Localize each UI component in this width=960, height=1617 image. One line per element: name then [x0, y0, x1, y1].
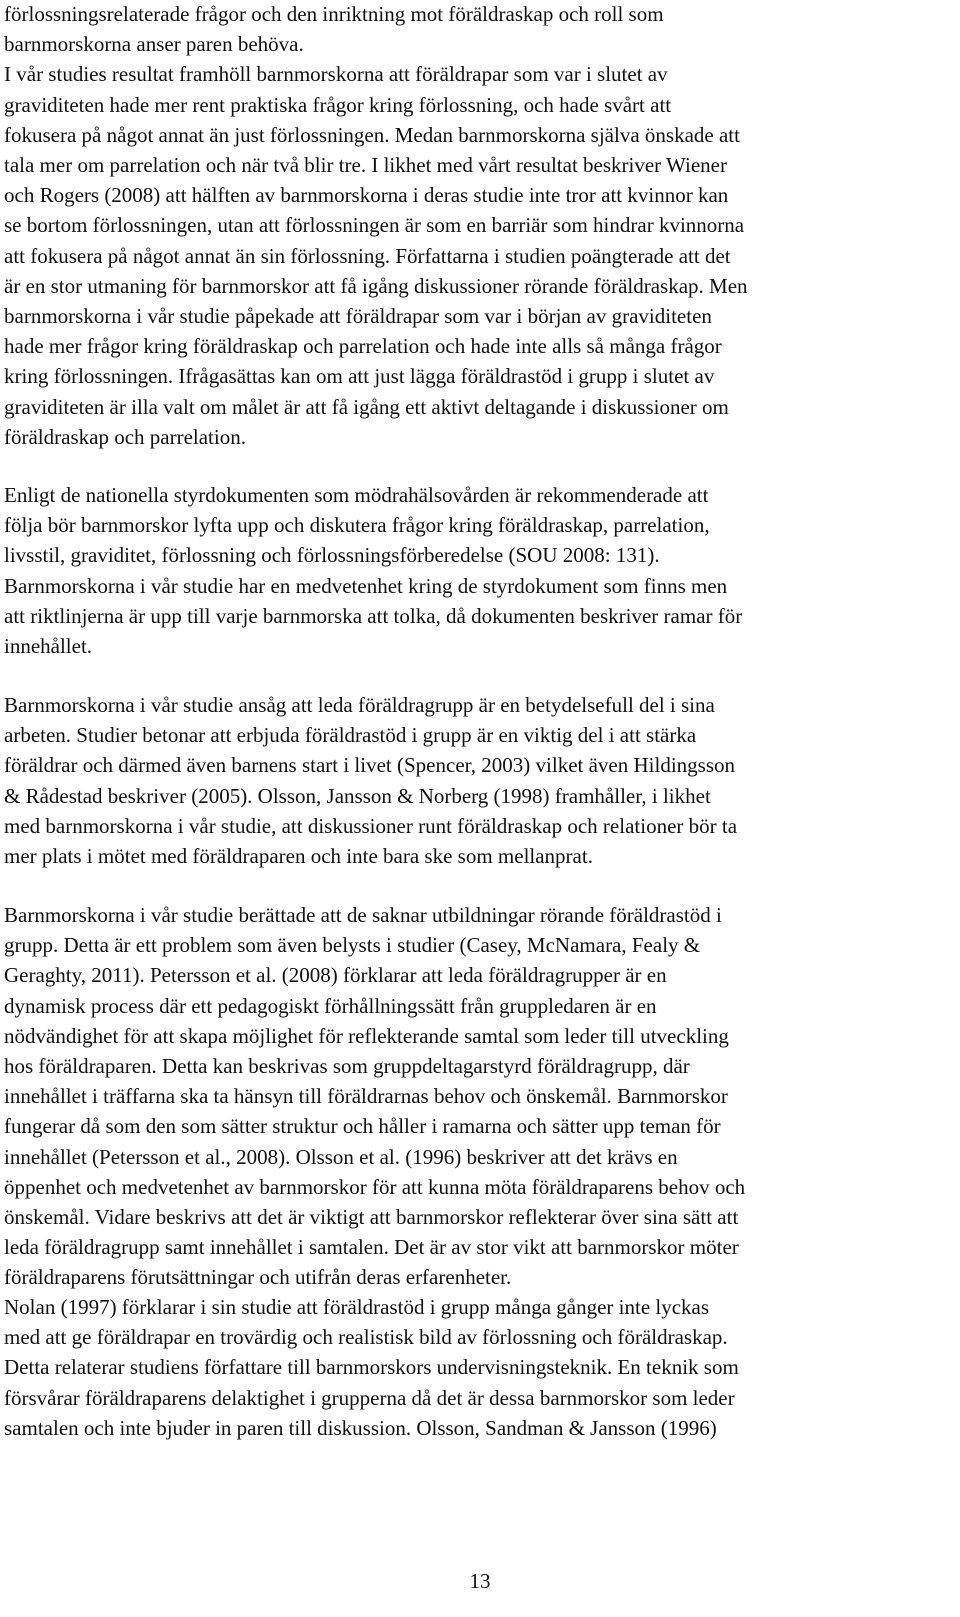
text-line: Barnmorskorna i vår studie har en medvetenhet kring de styrdokument som finns men	[4, 573, 728, 598]
text-line: grupp. Detta är ett problem som även belysts i studier (Casey, McNamara, Fealy &	[4, 933, 701, 958]
text-line: dynamisk process där ett pedagogiskt förhållningssätt från gruppledaren är en	[4, 993, 657, 1018]
text-line: graviditeten är illa valt om målet är att få igång ett aktivt deltagande i diskussioner om	[4, 394, 729, 419]
text-line: föräldrar och därmed även barnens start i livet (Spencer, 2003) vilket även Hildingsson	[4, 753, 736, 778]
text-line: livsstil, graviditet, förlossning och förlossningsförberedelse (SOU 2008: 131).	[4, 543, 660, 568]
text-line: arbeten. Studier betonar att erbjuda föräldrastöd i grupp är en viktig del i att stärka	[4, 723, 697, 748]
text-line: Detta relaterar studiens författare till barnmorskors undervisningsteknik. En teknik som	[4, 1355, 739, 1380]
text-line: samtalen och inte bjuder in paren till diskussion. Olsson, Sandman & Jansson (1996)	[4, 1415, 717, 1440]
text-line: följa bör barnmorskor lyfta upp och diskutera frågor kring föräldraskap, parrelation,	[4, 513, 710, 538]
text-line: med barnmorskorna i vår studie, att diskussioner runt föräldraskap och relationer bör ta	[4, 813, 738, 838]
text-line: och Rogers (2008) att hälften av barnmorskorna i deras studie inte tror att kvinnor kan	[4, 183, 729, 208]
text-line: graviditeten hade mer rent praktiska frågor kring förlossning, och hade svårt att	[4, 92, 672, 117]
paragraph-2	[4, 480, 742, 661]
text-line: nödvändighet för att skapa möjlighet för reflekterande samtal som leder till utveckling	[4, 1023, 729, 1048]
text-line: barnmorskorna anser paren behöva.	[4, 32, 304, 57]
text-line: Enligt de nationella styrdokumenten som mödrahälsovården är rekommenderade att	[4, 483, 709, 507]
text-line: föräldraskap och parrelation.	[4, 424, 246, 449]
paragraph-3	[4, 690, 737, 871]
text-line: Barnmorskorna i vår studie berättade att de saknar utbildningar rörande föräldrastöd i	[4, 903, 722, 927]
text-line: att riktlinjerna är upp till varje barnmorska att tolka, då dokumenten beskriver ramar för	[4, 603, 743, 628]
text-line: kring förlossningen. Ifrågasättas kan om att just lägga föräldrastöd i grupp i slutet av	[4, 364, 715, 389]
text-line: Barnmorskorna i vår studie ansåg att leda föräldragrupp är en betydelsefull del i sina	[4, 693, 715, 717]
text-line: fungerar då som den som sätter struktur och håller i ramarna och sätter upp teman för	[4, 1114, 721, 1139]
text-line: mer plats i mötet med föräldraparen och inte bara ske som mellanprat.	[4, 844, 593, 869]
text-line: är en stor utmaning för barnmorskor att få igång diskussioner rörande föräldraskap. Men	[4, 273, 748, 298]
paragraph-1	[4, 0, 748, 452]
text-line: förlossningsrelaterade frågor och den inriktning mot föräldraskap och roll som	[4, 2, 664, 26]
text-line: barnmorskorna i vår studie påpekade att föräldrapar som var i början av graviditeten	[4, 304, 712, 329]
text-line: fokusera på något annat än just förlossningen. Medan barnmorskorna själva önskade att	[4, 122, 740, 147]
page-number: 13	[469, 1569, 491, 1593]
paragraph-5	[4, 1292, 739, 1443]
text-line: att fokusera på något annat än sin förlossning. Författarna i studien poängterade att det	[4, 243, 731, 268]
text-line: leda föräldragrupp samt innehållet i samtalen. Det är av stor vikt att barnmorskor möter	[4, 1235, 739, 1260]
text-line: & Rådestad beskriver (2005). Olsson, Jansson & Norberg (1998) framhåller, i likhet	[4, 783, 711, 808]
text-line: se bortom förlossningen, utan att förlossningen är som en barriär som hindrar kvinnorna	[4, 213, 745, 238]
text-line: Geraghty, 2011). Petersson et al. (2008) förklarar att leda föräldragrupper är en	[4, 963, 667, 988]
text-line: Nolan (1997) förklarar i sin studie att föräldrastöd i grupp många gånger inte lyckas	[4, 1295, 710, 1319]
text-line: innehållet.	[4, 634, 93, 659]
text-line: öppenhet och medvetenhet av barnmorskor för att kunna möta föräldraparens behov och	[4, 1174, 746, 1199]
paragraph-4	[4, 900, 745, 1293]
text-line: tala mer om parrelation och när två blir tre. I likhet med vårt resultat beskriver Wiener	[4, 153, 727, 178]
text-line: hos föräldraparen. Detta kan beskrivas som gruppdeltagarstyrd föräldragrupp, där	[4, 1054, 690, 1079]
text-line: innehållet (Petersson et al., 2008). Olsson et al. (1996) beskriver att det krävs en	[4, 1144, 678, 1169]
text-line: innehållet i träffarna ska ta hänsyn till föräldrarnas behov och önskemål. Barnmorskor	[4, 1084, 728, 1109]
text-line: önskemål. Vidare beskrivs att det är viktigt att barnmorskor reflekterar över sina sätt att	[4, 1205, 739, 1230]
text-line: med att ge föräldrapar en trovärdig och realistisk bild av förlossning och föräldraskap.	[4, 1325, 728, 1350]
text-line: försvårar föräldraparens delaktighet i grupperna då det är dessa barnmorskor som leder	[4, 1385, 735, 1410]
text-line: I vår studies resultat framhöll barnmorskorna att föräldrapar som var i slutet av	[4, 62, 668, 87]
text-line: hade mer frågor kring föräldraskap och parrelation och hade inte alls så många frågor	[4, 334, 722, 359]
text-line: föräldraparens förutsättningar och utifrån deras erfarenheter.	[4, 1265, 512, 1290]
